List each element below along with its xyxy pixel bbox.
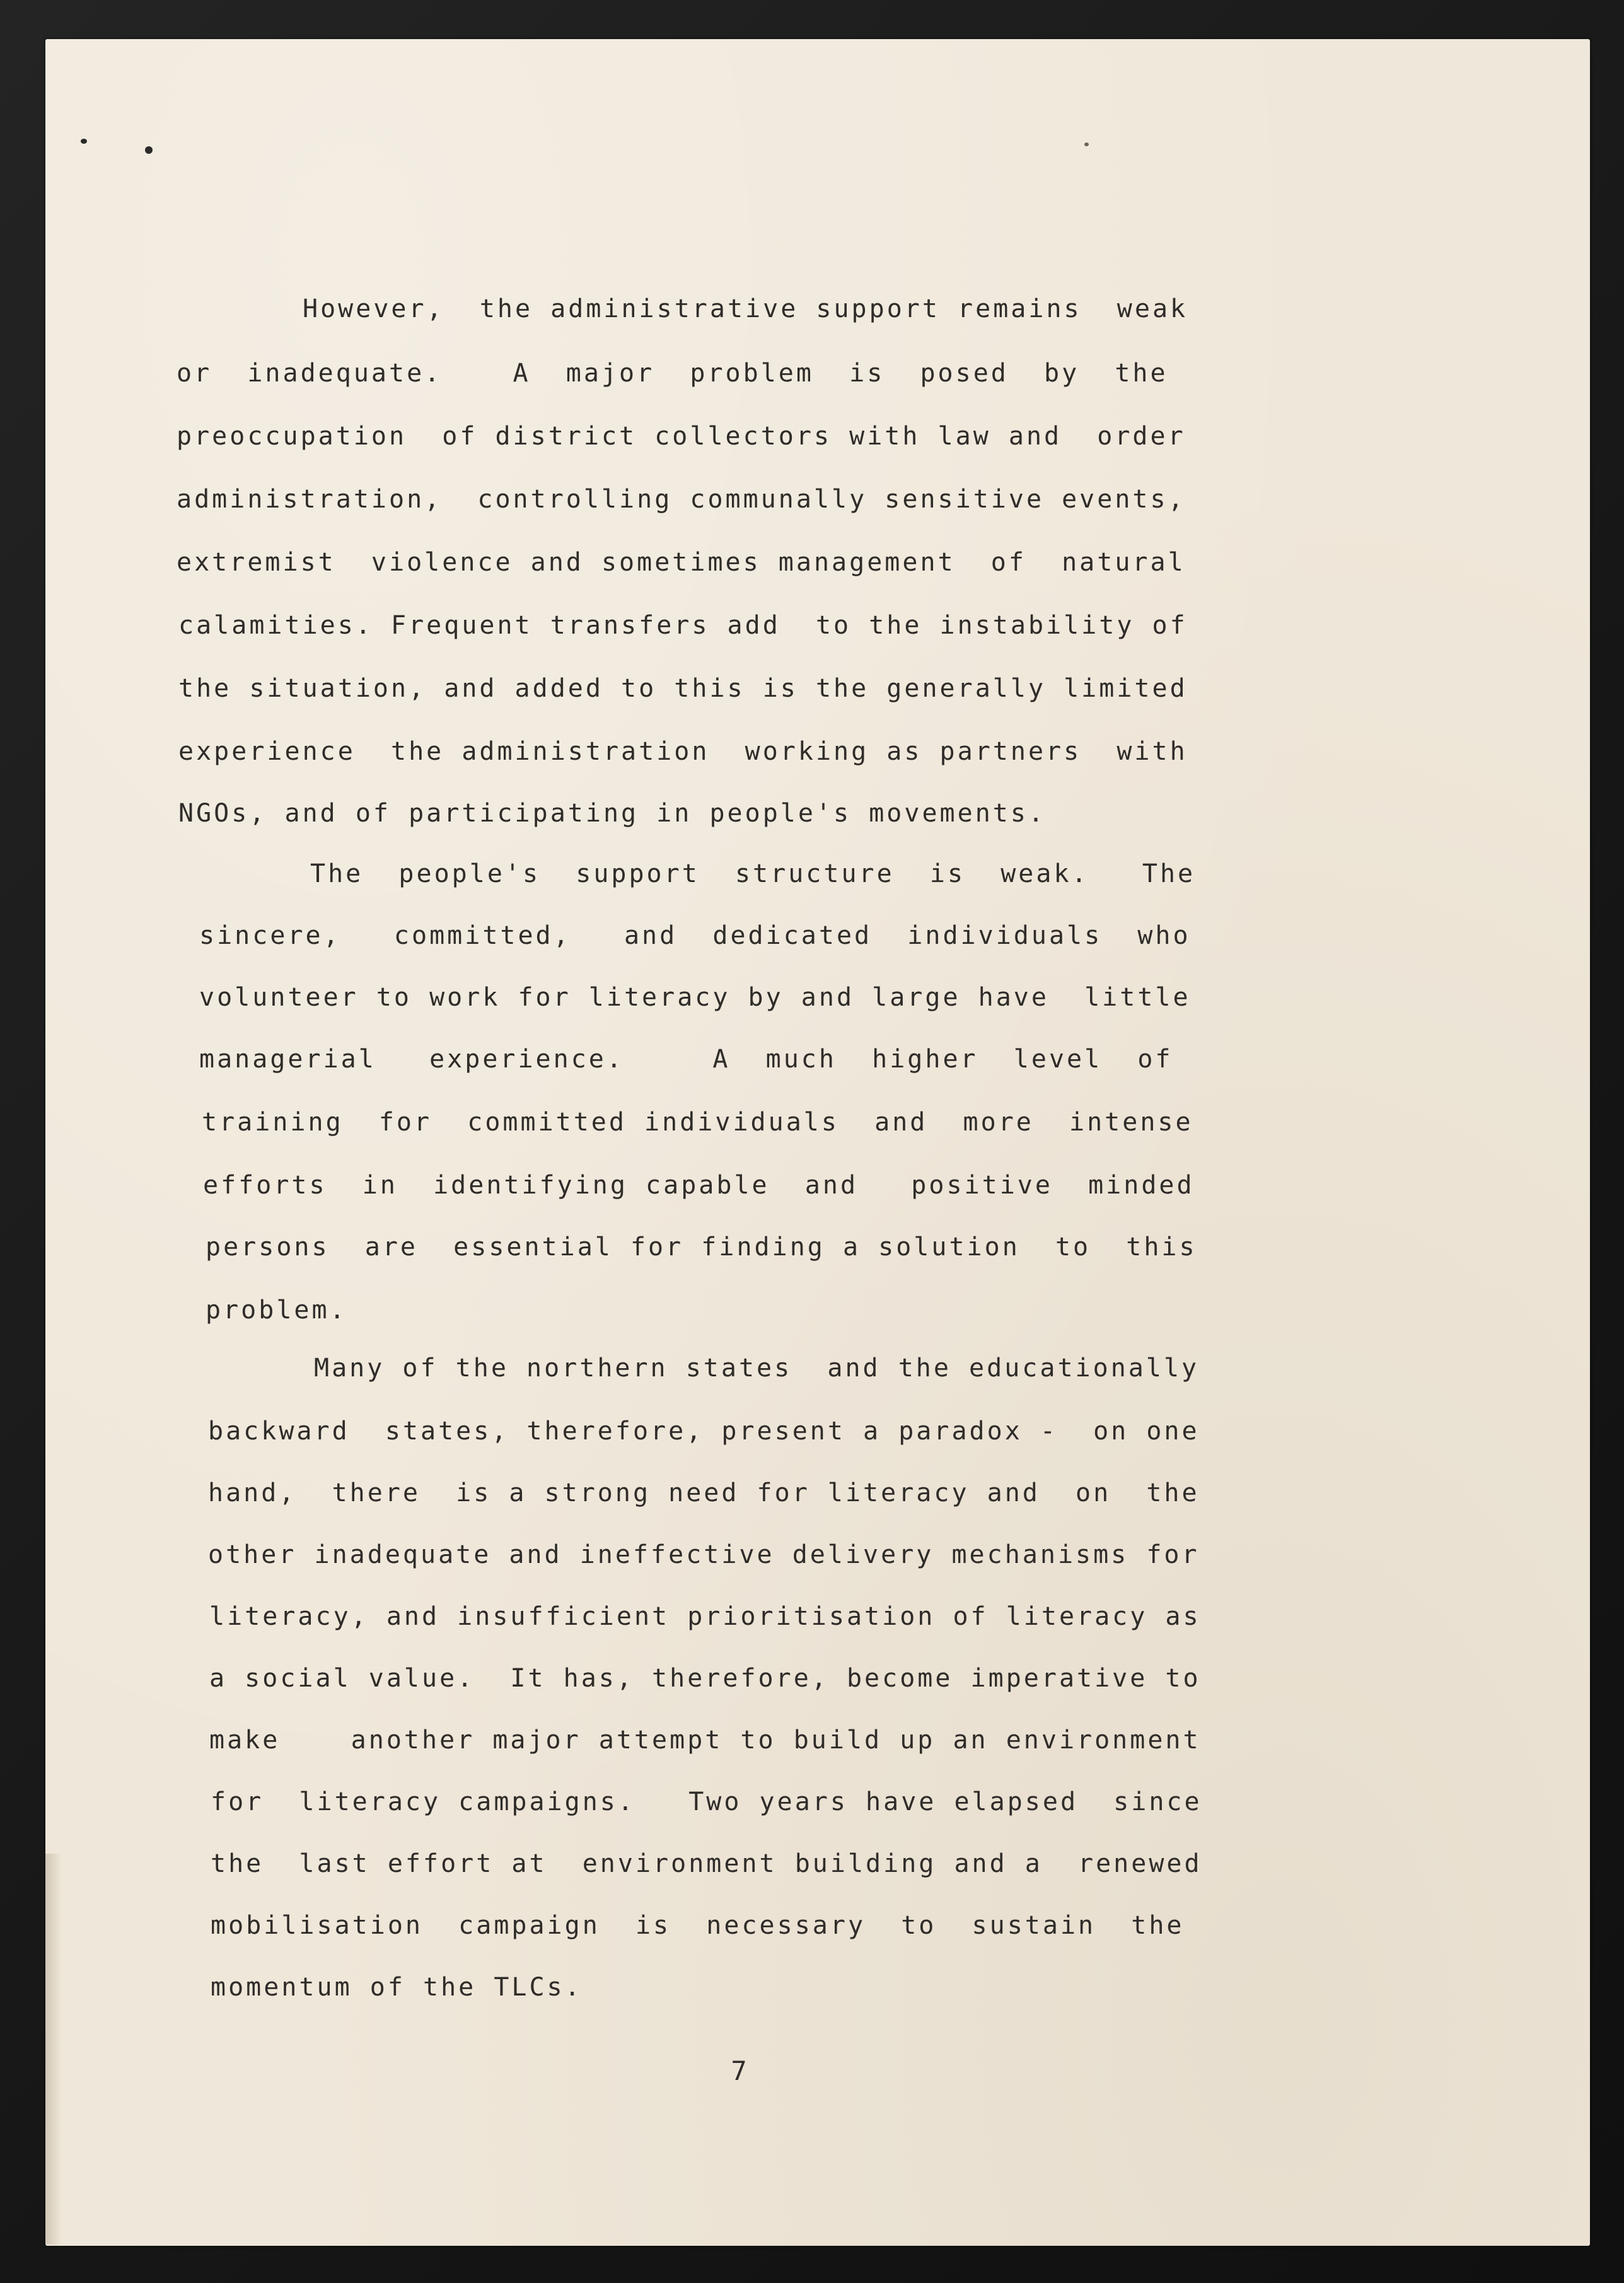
paragraph-3-line-5: literacy, and insufficient prioritisation of literacy as	[209, 1602, 1201, 1631]
paragraph-1-line-7: the situation, and added to this is the generally limited	[178, 674, 1188, 703]
paragraph-1-line-8: experience the administration working as partners with	[178, 737, 1188, 766]
paragraph-2-line-7: persons are essential for finding a solution to this	[206, 1233, 1197, 1262]
paragraph-2-line-4: managerial experience. A much higher level of	[199, 1045, 1173, 1074]
paragraph-2-line-6: efforts in identifying capable and positive minded	[203, 1171, 1195, 1200]
paragraph-2-line-5: training for committed individuals and more intense	[202, 1108, 1193, 1137]
paragraph-2-line-1: The people's support structure is weak. The	[310, 859, 1196, 888]
paragraph-3-line-10: mobilisation campaign is necessary to sustain the	[211, 1911, 1185, 1940]
paragraph-1-line-9: NGOs, and of participating in people's movements.	[178, 799, 1047, 828]
paragraph-1-line-6: calamities. Frequent transfers add to the instability of	[178, 611, 1188, 640]
paragraph-3-line-2: backward states, therefore, present a paradox - on one	[208, 1417, 1200, 1446]
paragraph-3-line-7: make another major attempt to build up an environment	[209, 1726, 1201, 1755]
paragraph-2-line-3: volunteer to work for literacy by and large have little	[199, 983, 1191, 1012]
paragraph-3-line-11: momentum of the TLCs.	[211, 1973, 583, 2002]
paragraph-3-line-1: Many of the northern states and the educationally	[314, 1354, 1200, 1383]
paragraph-1-line-4: administration, controlling communally sensitive events,	[177, 485, 1186, 514]
paragraph-3-line-8: for literacy campaigns. Two years have elapsed since	[211, 1787, 1202, 1816]
paragraph-1-line-1: However, the administrative support remains weak	[303, 294, 1188, 323]
paragraph-2-line-8: problem.	[206, 1296, 347, 1325]
paragraph-3-line-9: the last effort at environment building and a renewed	[211, 1849, 1202, 1878]
paragraph-3-line-4: other inadequate and ineffective delivery mechanisms for	[208, 1540, 1200, 1569]
paragraph-3-line-3: hand, there is a strong need for literacy and on the	[208, 1478, 1200, 1507]
paragraph-3-line-6: a social value. It has, therefore, become imperative to	[209, 1664, 1201, 1693]
page-number: 7	[731, 2055, 747, 2086]
paragraph-1-line-2: or inadequate. A major problem is posed by the	[177, 359, 1168, 388]
paragraph-1-line-5: extremist violence and sometimes management of natural	[177, 548, 1186, 577]
paragraph-2-line-2: sincere, committed, and dedicated individuals who	[199, 921, 1191, 950]
paragraph-1-line-3: preoccupation of district collectors with law and order	[177, 422, 1186, 451]
